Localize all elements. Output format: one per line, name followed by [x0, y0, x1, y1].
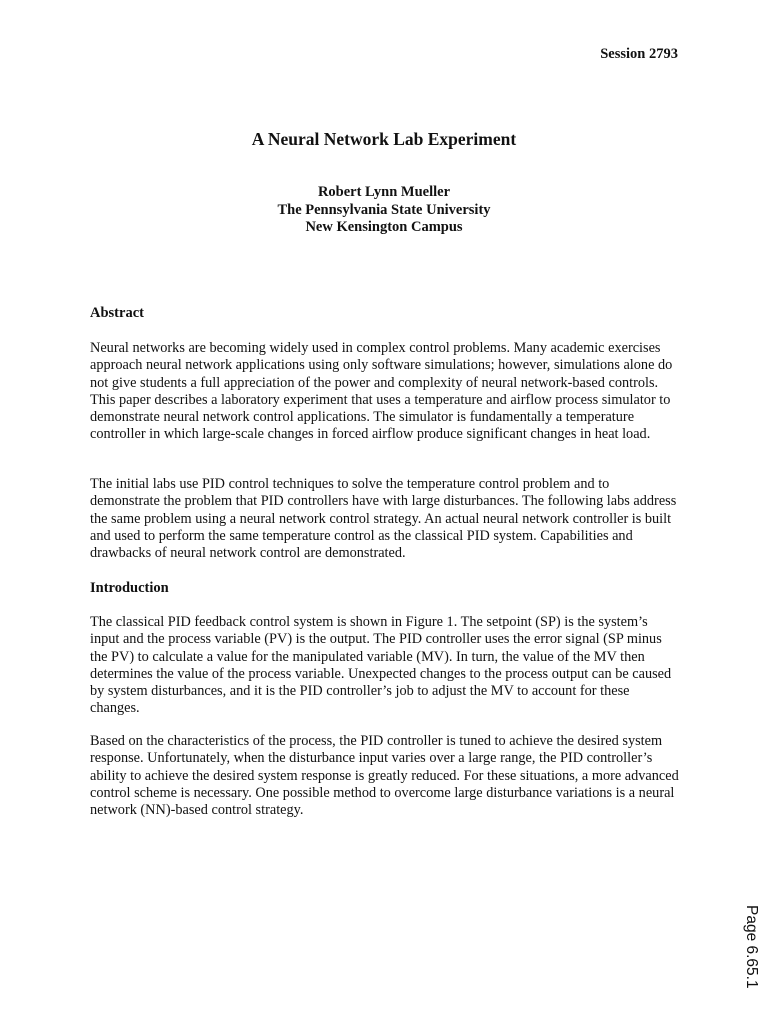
session-number: Session 2793: [600, 46, 678, 62]
author-name: Robert Lynn Mueller: [317, 184, 451, 200]
abstract-paragraph-2: The initial labs use PID control techniques to solve the temperature control problem and to demonstrate the problem that PID controllers have with large disturbances. The following labs address the same problem using a neural network control strategy. An actual neural network controller is built and used to perform the same temperature control as the classical PID system. Capabilities and drawbacks of neural network control are demonstrated.: [90, 476, 677, 562]
page-stamp: Page 6.65.1: [743, 905, 760, 989]
author-affiliation: The Pennsylvania State University: [277, 201, 491, 218]
introduction-heading: Introduction: [90, 580, 169, 596]
paper-title: A Neural Network Lab Experiment: [251, 129, 517, 149]
author-block: [0, 184, 768, 237]
introduction-paragraph-1: The classical PID feedback control system is shown in Figure 1. The setpoint (SP) is the system’s input and the process variable (PV) is the output. The PID controller uses the error signal (SP minus the PV) to calculate a value for the manipulated variable (MV). In turn, the value of the MV then determines the value of the process variable. Unexpected changes to the process output can be caused by system disturbances, and it is the PID controller’s job to adjust the MV to account for these changes.: [90, 614, 672, 717]
author-campus: New Kensington Campus: [305, 219, 463, 235]
abstract-heading: Abstract: [90, 305, 144, 321]
introduction-paragraph-2: Based on the characteristics of the process, the PID controller is tuned to achieve the desired system response. Unfortunately, when the disturbance input varies over a large range, the PID controller’s ability to achieve the desired system response is greatly reduced. For these situations, a more advanced control scheme is necessary. One possible method to overcome large disturbance variations is a neural network (NN)-based control strategy.: [90, 733, 679, 819]
abstract-paragraph-1: Neural networks are becoming widely used in complex control problems. Many academic exercises approach neural network applications using only software simulations; however, simulations alone do not give students a full appreciation of the power and complexity of neural network-based controls. This paper describes a laboratory experiment that uses a temperature and airflow process simulator to demonstrate neural network control applications. The simulator is fundamentally a temperature controller in which large-scale changes in forced airflow produce significant changes in heat load.: [90, 340, 673, 443]
